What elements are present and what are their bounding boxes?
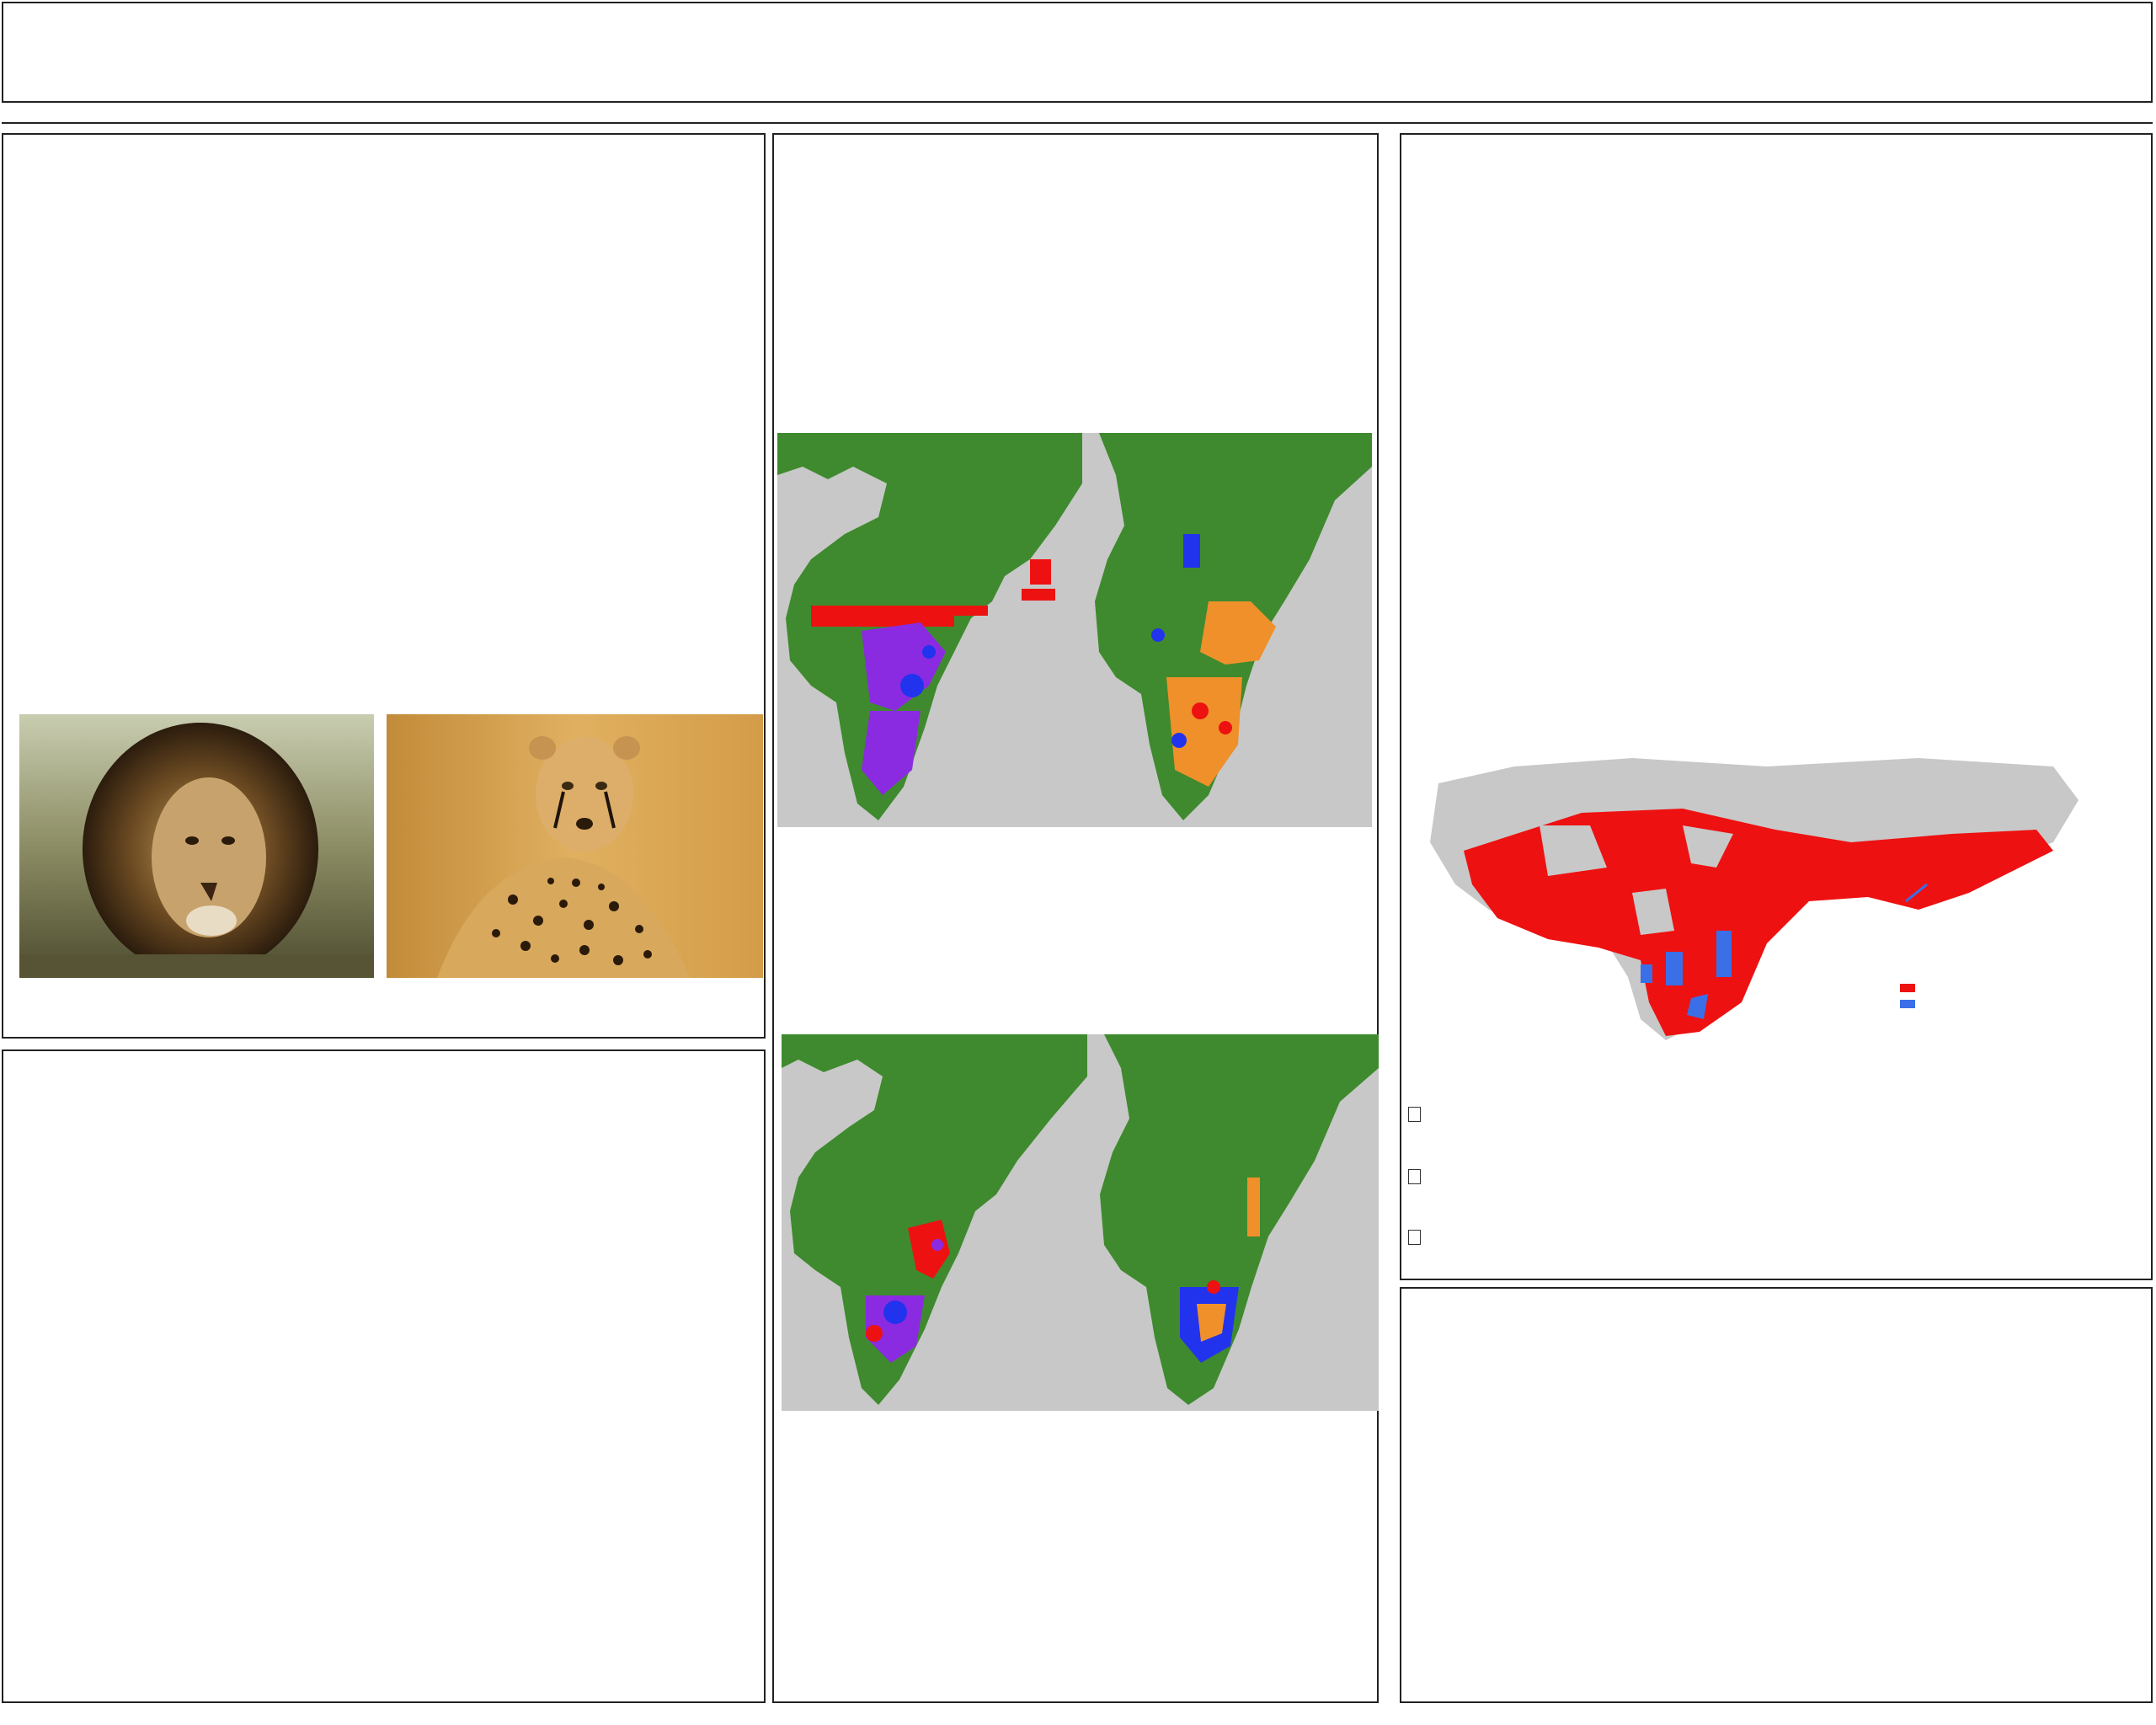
lion-photo-art — [19, 714, 374, 978]
checkbox-bullet-icon — [1408, 1169, 1421, 1184]
title-banner — [2, 2, 2153, 103]
fig2b-map — [1082, 433, 1372, 827]
legend-historic-swatch — [1900, 984, 1915, 992]
checkbox-bullet-icon — [1408, 1230, 1421, 1245]
header-rule — [3, 101, 2151, 103]
fig2b-map-art — [1082, 433, 1372, 827]
conclusion-bullet-2 — [1408, 1162, 2124, 1191]
cheetah-photo-art — [387, 714, 763, 978]
fig4-map — [1413, 750, 2085, 1043]
fig3b-map-art — [1087, 1034, 1379, 1411]
fig3b-map — [1087, 1034, 1379, 1411]
legend-present-swatch — [1900, 1000, 1915, 1008]
lion-photo — [19, 714, 374, 978]
methods-section — [2, 1049, 766, 1703]
header-bottom-rule — [2, 122, 2153, 124]
fig2a-map-art — [777, 433, 1082, 827]
conclusion-bullet-1 — [1408, 1100, 2124, 1129]
fig3a-map-art — [782, 1034, 1087, 1411]
fig3a-map — [782, 1034, 1087, 1411]
acu-logo — [2038, 1617, 2139, 1693]
fig2a-map — [777, 433, 1082, 827]
conclusion-bullet-3 — [1408, 1223, 2124, 1252]
fig4-map-art — [1413, 750, 2085, 1043]
checkbox-bullet-icon — [1408, 1107, 1421, 1122]
results-section — [772, 133, 1379, 1703]
cheetah-photo — [387, 714, 763, 978]
